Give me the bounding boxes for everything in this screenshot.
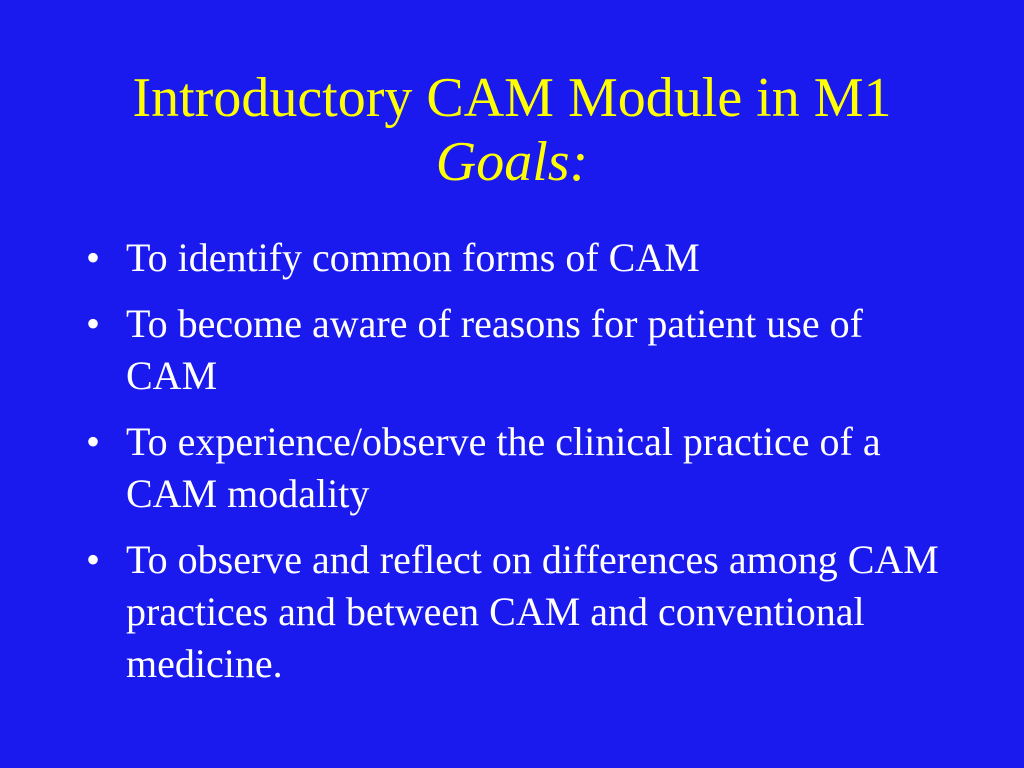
bullet-text: To become aware of reasons for patient use of CAM bbox=[126, 301, 863, 398]
bullet-list bbox=[84, 232, 964, 704]
slide-subtitle: Goals: bbox=[435, 131, 589, 193]
bullet-item bbox=[84, 298, 964, 402]
bullet-text: To experience/observe the clinical practice of a CAM modality bbox=[126, 419, 881, 516]
bullet-item bbox=[84, 534, 964, 690]
bullet-icon: • bbox=[86, 419, 101, 464]
slide-title bbox=[0, 66, 1024, 194]
bullet-item bbox=[84, 416, 964, 520]
bullet-text: To observe and reflect on differences among CAM practices and between CAM and conventional medicine. bbox=[126, 537, 939, 686]
bullet-icon: • bbox=[86, 301, 101, 346]
bullet-text: To identify common forms of CAM bbox=[126, 235, 700, 280]
bullet-item bbox=[84, 232, 964, 284]
bullet-icon: • bbox=[86, 235, 101, 280]
bullet-icon: • bbox=[86, 537, 101, 582]
slide-title-text: Introductory CAM Module in M1 bbox=[132, 67, 892, 129]
